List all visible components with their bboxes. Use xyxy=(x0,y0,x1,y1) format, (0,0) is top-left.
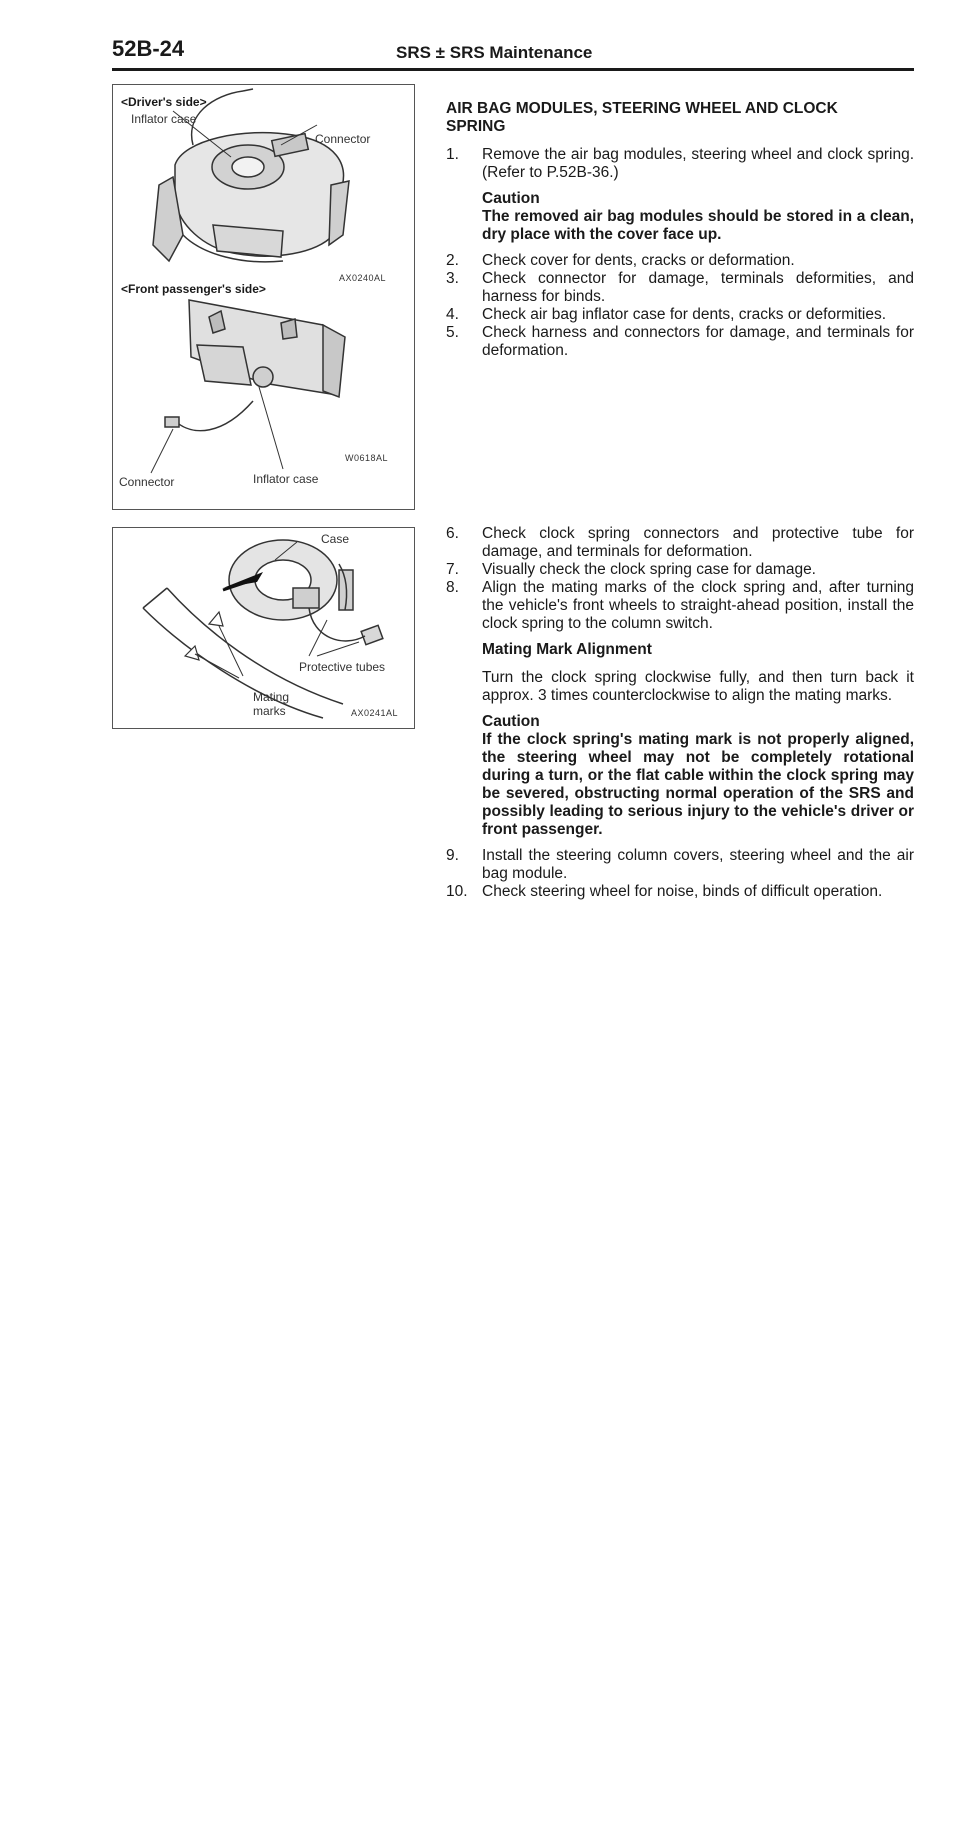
step-number: 5. xyxy=(446,324,459,341)
step-number: 8. xyxy=(446,579,459,596)
figure-code-top: AX0240AL xyxy=(339,273,387,283)
caution-text: The removed air bag modules should be stored in a clean, dry place with the cover face up. xyxy=(482,208,914,243)
step-item xyxy=(446,525,914,561)
mating-mark-alignment xyxy=(482,641,914,705)
figure-code-bottom: W0618AL xyxy=(345,453,389,463)
step-item xyxy=(446,883,914,901)
step-item xyxy=(446,146,914,182)
step-item xyxy=(446,270,914,306)
air-bag-module-illustration xyxy=(113,85,414,509)
step-number: 3. xyxy=(446,270,459,287)
protective-tubes-label: Protective tubes xyxy=(299,660,386,674)
step-number: 1. xyxy=(446,146,459,163)
mating-heading: Mating Mark Alignment xyxy=(482,641,652,658)
connector-label-top: Connector xyxy=(315,132,371,146)
step-text: Check air bag inflator case for dents, cracks or deformities. xyxy=(482,306,887,323)
step-item xyxy=(446,324,914,360)
marks-label: marks xyxy=(253,704,286,718)
step-text: Check clock spring connectors and protective tube for damage, and terminals for deformation. xyxy=(482,525,914,560)
inflator-case-label-top: Inflator case xyxy=(131,112,197,126)
maintenance-text-block-1 xyxy=(446,100,914,360)
step-number: 7. xyxy=(446,561,459,578)
step-number: 4. xyxy=(446,306,459,323)
step-text: Install the steering column covers, steering wheel and the air bag module. xyxy=(482,847,914,882)
step-number: 9. xyxy=(446,847,459,864)
step-text: Check connector for damage, terminals deformities, and harness for binds. xyxy=(482,270,914,305)
case-label: Case xyxy=(321,532,350,546)
section-title: SRS ± SRS Maintenance xyxy=(396,43,593,62)
mating-text: Turn the clock spring clockwise fully, and then turn back it approx. 3 times counterclockwise to align the mating marks. xyxy=(482,669,914,704)
front-passenger-side-label: <Front passenger's side> xyxy=(121,282,266,296)
section-heading-line-2: SPRING xyxy=(446,118,506,135)
caution-label: Caution xyxy=(482,190,540,207)
step-item xyxy=(446,561,914,579)
section-heading xyxy=(446,100,914,136)
page-header xyxy=(112,36,912,70)
maintenance-text-block-2 xyxy=(446,525,914,901)
clock-spring-figure xyxy=(112,527,415,729)
step-text: Check cover for dents, cracks or deformation. xyxy=(482,252,795,269)
step-text: Visually check the clock spring case for damage. xyxy=(482,561,816,578)
step-number: 6. xyxy=(446,525,459,542)
step-number: 2. xyxy=(446,252,459,269)
step-text: Check steering wheel for noise, binds of difficult operation. xyxy=(482,883,883,900)
step-text: Align the mating marks of the clock spring and, after turning the vehicle's front wheels to straight-ahead position, install the clock spring to the column switch. xyxy=(482,579,914,632)
step-text: Check harness and connectors for damage, and terminals for deformation. xyxy=(482,324,914,359)
caution-text: If the clock spring's mating mark is not properly aligned, the steering wheel may not be completely rotational during a turn, or the flat cable within the clock spring may be severed, obstructing normal operation of the SRS and possibly leading to serious injury to the vehicle's driver or front passenger. xyxy=(482,731,914,838)
figure-code-clock-spring: AX0241AL xyxy=(351,708,399,718)
drivers-side-label: <Driver's side> xyxy=(121,95,207,109)
step-item xyxy=(446,847,914,883)
section-heading-line-1: AIR BAG MODULES, STEERING WHEEL AND CLOCK xyxy=(446,100,838,117)
air-bag-module-figure xyxy=(112,84,415,510)
caution-label: Caution xyxy=(482,713,540,730)
mating-label: Mating xyxy=(253,690,290,704)
header-rule xyxy=(112,68,914,71)
step-item xyxy=(446,252,914,270)
caution-note-2 xyxy=(482,713,914,839)
page-number: 52B-24 xyxy=(112,36,185,61)
caution-note-1 xyxy=(482,190,914,244)
connector-label-bottom: Connector xyxy=(119,475,175,489)
inflator-case-label-bottom: Inflator case xyxy=(253,472,319,486)
step-text: Remove the air bag modules, steering wheel and clock spring. (Refer to P.52B-36.) xyxy=(482,146,914,181)
step-item xyxy=(446,579,914,633)
step-item xyxy=(446,306,914,324)
step-number: 10. xyxy=(446,883,468,900)
